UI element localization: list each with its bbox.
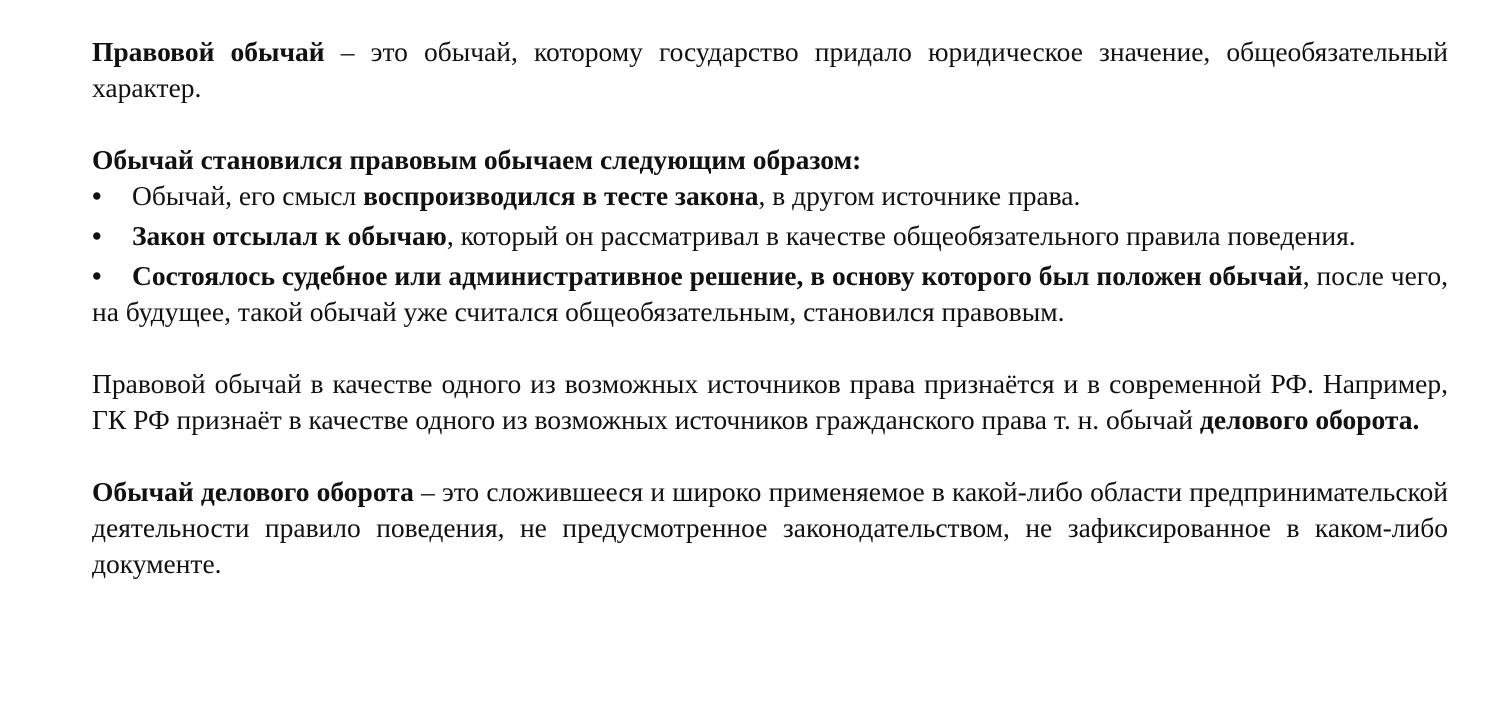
spacer	[92, 106, 1448, 142]
bullet-item-2	[92, 218, 1448, 254]
term-business-custom-heading: Обычай делового оборота	[92, 476, 414, 507]
bullet-text: , в другом источнике права.	[758, 180, 1081, 211]
definition-text: – это сложившееся и широко применяемое в какой-либо области предпринимательской деятельности правило поведения, не предусмотренное законодательством, не зафиксированное в каком-либо документе.	[92, 476, 1448, 579]
definition-text: – это обычай, которому государство придало юридическое значение, общеобязательный характер.	[92, 36, 1448, 103]
bullet-bold-text: Состоялось судебное или административное решение, в основу которого был положен обычай	[132, 260, 1303, 291]
bullet-icon: •	[92, 260, 102, 291]
bullet-bold-text: воспроизводился в тесте закона	[363, 180, 759, 211]
document-page	[92, 34, 1448, 582]
section-heading	[92, 142, 1448, 178]
term-business-custom: делового оборота.	[1199, 404, 1420, 435]
paragraph-text: Правовой обычай в качестве одного из возможных источников права признаётся и в современной РФ. Например, ГК РФ признаёт в качестве одного из возможных источников гражданского права т. н. обычай	[92, 368, 1448, 435]
heading-text: Обычай становился правовым обычаем следующим образом:	[92, 144, 862, 175]
modern-rf-paragraph	[92, 366, 1448, 438]
business-custom-definition	[92, 474, 1448, 582]
bullet-icon: •	[92, 220, 102, 251]
bullet-text: Обычай, его смысл	[132, 180, 364, 211]
definition-paragraph	[92, 34, 1448, 106]
bullet-icon: •	[92, 180, 102, 211]
bullet-bold-text: Закон отсылал к обычаю	[132, 220, 447, 251]
bullet-item-3	[92, 258, 1448, 330]
bullet-text: , который он рассматривал в качестве общеобязательного правила поведения.	[446, 220, 1356, 251]
spacer	[92, 438, 1448, 474]
spacer	[92, 330, 1448, 366]
term-legal-custom: Правовой обычай	[92, 36, 325, 67]
bullet-item-1	[92, 178, 1448, 214]
bullet-text: , после чего, на будущее, такой обычай уже считался общеобязательным, становился правовым.	[92, 260, 1449, 327]
